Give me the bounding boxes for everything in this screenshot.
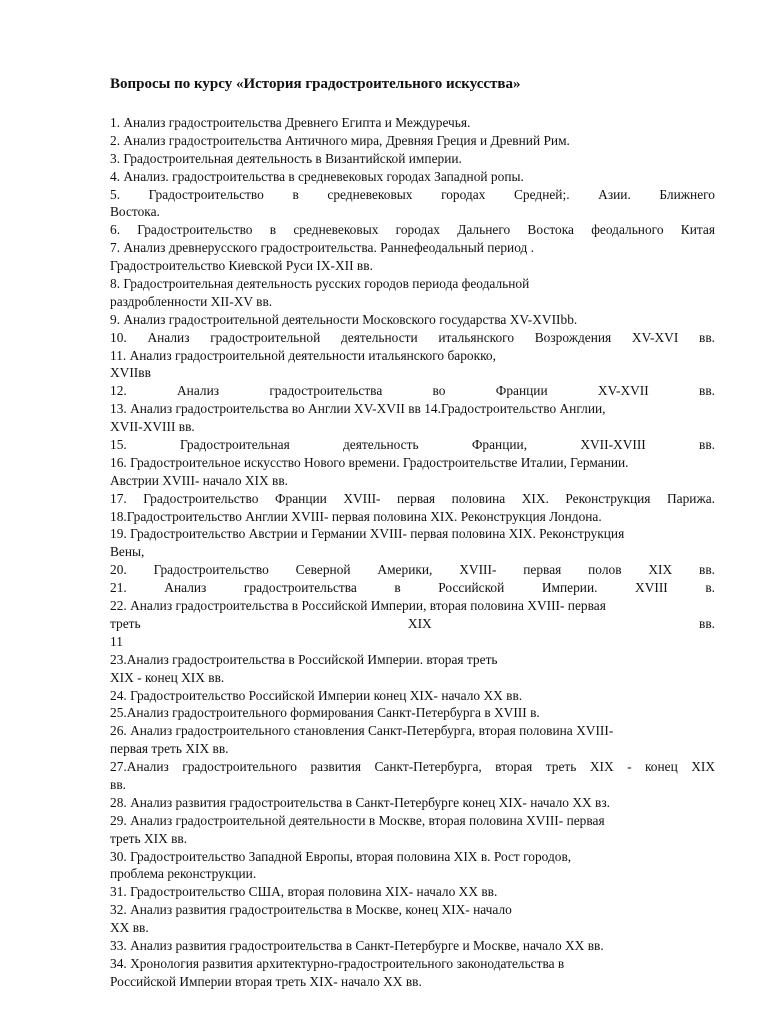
question-line: XVII-XVIII вв. [110, 419, 195, 435]
question-line: 8. Градостроительная деятельность русских городов периода феодальной [110, 276, 530, 292]
questions-list [110, 114, 715, 991]
question-line: 33. Анализ развития градостроительства в Санкт-Петербурге и Москве, начало XX вв. [110, 937, 604, 953]
question-line: 11. Анализ градостроительной деятельности итальянского барокко, [110, 347, 496, 363]
question-line: Российской Империи вторая треть XIX- начало XX вв. [110, 973, 422, 989]
question-line: вв. [110, 776, 126, 792]
question-line: 22. Анализ градостроительства в Российской Империи, вторая половина XVIII- первая [110, 598, 606, 614]
question-line: 30. Градостроительство Западной Европы, вторая половина XIX в. Рост городов, [110, 848, 572, 864]
question-line: 29. Анализ градостроительной деятельности в Москве, вторая половина XVIII- первая [110, 812, 605, 828]
question-line: 20. Градостроительство Северной Америки, XVIII- первая полов XIX вв. [110, 562, 715, 578]
question-line: 32. Анализ развития градостроительства в Москве, конец XIX- начало [110, 902, 512, 918]
question-line: 13. Анализ градостроительства во Англии XV-XVII вв 14.Градостроительство Англии, [110, 401, 606, 417]
question-line: 31. Градостроительство США, вторая половина XIX- начало XX вв. [110, 884, 498, 900]
question-line: 3. Градостроительная деятельность в Византийской империи. [110, 150, 462, 166]
question-line: XIX - конец XIX вв. [110, 669, 225, 685]
question-line: XVIIвв [110, 365, 151, 381]
question-line: 4. Анализ. градостроительства в средневековых городах Западной ропы. [110, 168, 524, 184]
question-line: первая треть XIX вв. [110, 741, 229, 757]
question-line: 6. Градостроительство в средневековых городах Дальнего Востока феодального Китая [110, 222, 715, 238]
question-line: 28. Анализ развития градостроительства в Санкт-Петербурге конец XIX- начало XX вз. [110, 794, 610, 810]
question-line: раздробленности XII-XV вв. [110, 293, 273, 309]
question-line: Австрии XVIII- начало XIX вв. [110, 472, 289, 488]
question-line: 12. Анализ градостроительства во Франции XV-XVII вв. [110, 383, 715, 399]
question-line: треть XIX вв. [110, 615, 715, 631]
question-line: 9. Анализ градостроительной деятельности Московского государства XV-XVIIbb. [110, 311, 578, 327]
question-line: 23.Анализ градостроительства в Российской Империи. вторая треть [110, 651, 498, 667]
question-line: 15. Градостроительная деятельность Франции, XVII-XVIII вв. [110, 437, 715, 453]
question-line: треть XIX вв. [110, 830, 188, 846]
question-line: 10. Анализ градостроительной деятельности итальянского Возрождения XV-XVI вв. [110, 329, 715, 345]
question-line: 18.Градостроительство Англии XVIII- первая половина XIX. Реконструкция Лондона. [110, 508, 602, 524]
document-title: Вопросы по курсу «История градостроительного искусства» [110, 76, 521, 92]
question-line: 27.Анализ градостроительного развития Санкт-Петербурга, вторая треть XIX - конец XIX [110, 759, 715, 775]
question-line: 21. Анализ градостроительства в Российской Империи. XVIII в. [110, 580, 715, 596]
question-line: 1. Анализ градостроительства Древнего Египта и Междуречья. [110, 115, 471, 130]
question-line: 16. Градостроительное искусство Нового времени. Градостроительстве Италии, Германии. [110, 454, 629, 470]
question-line: 19. Градостроительство Австрии и Германии XVIII- первая половина XIX. Реконструкция [110, 526, 625, 542]
question-line: 26. Анализ градостроительного становления Санкт-Петербурга, вторая половина XVIII- [110, 723, 614, 739]
question-line: 25.Анализ градостроительного формирования Санкт-Петербурга в XVIII в. [110, 705, 540, 721]
question-line: XX вв. [110, 920, 149, 936]
question-line: Градостроительство Киевской Руси IX-XII вв. [110, 258, 373, 274]
question-line: Востока. [110, 204, 160, 220]
question-line: 7. Анализ древнерусского градостроительства. Раннефеодальный период . [110, 240, 535, 256]
question-line: 2. Анализ градостроительства Античного мира, Древняя Греция и Древний Рим. [110, 132, 570, 148]
question-line: проблема реконструкции. [110, 866, 257, 882]
question-line: 34. Хронология развития архитектурно-градостроительного законодательства в [110, 955, 565, 971]
question-line: Вены, [110, 544, 145, 560]
question-line: 11 [110, 633, 123, 649]
question-line: 24. Градостроительство Российской Империи конец XIX- начало XX вв. [110, 687, 523, 703]
question-line: 5. Градостроительство в средневековых городах Средней;. Азии. Ближнего [110, 186, 715, 202]
question-line: 17. Градостроительство Франции XVIII- первая половина XIX. Реконструкция Парижа. [110, 490, 715, 506]
